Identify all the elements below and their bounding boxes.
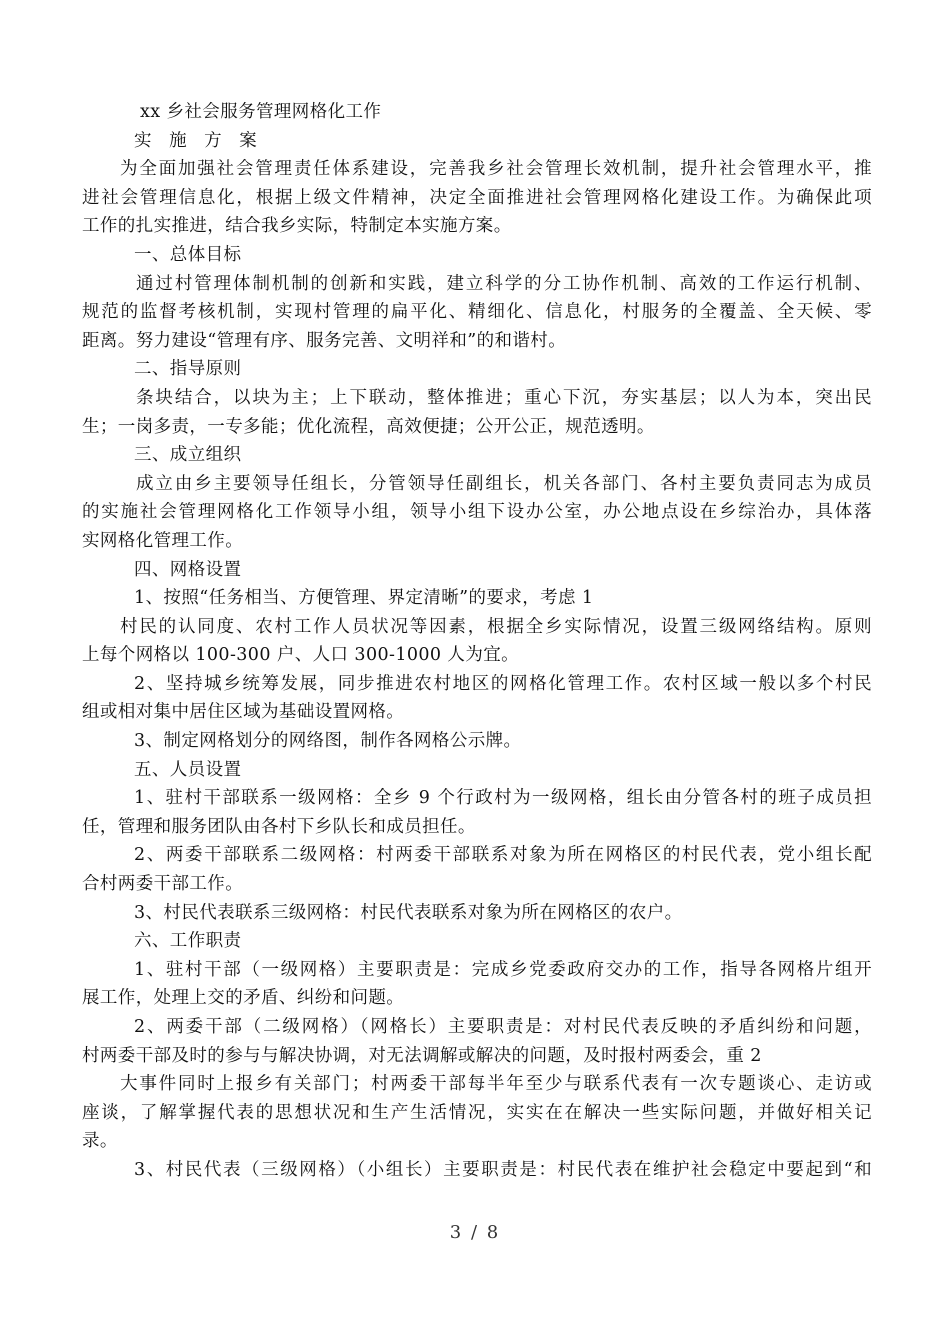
section-heading: 六、工作职责 [134, 931, 242, 952]
paragraph-line: 工作的扎实推进，结合我乡实际，特制定本实施方案。 [82, 216, 512, 237]
paragraph-line: 进社会管理信息化，根据上级文件精神，决定全面推进社会管理网格化建设工作。为确保此项 [82, 187, 872, 208]
section-heading: 一、总体目标 [134, 244, 242, 265]
section-heading: 三、成立组织 [134, 445, 242, 466]
page-number: 3 / 8 [449, 1222, 501, 1243]
paragraph-line: 展工作，处理上交的矛盾、纠纷和问题。 [82, 988, 405, 1009]
document-subtitle: 实 施 方 案 [134, 130, 263, 151]
paragraph-line: 录。 [82, 1131, 118, 1152]
paragraph-line: 成立由乡主要领导任组长，分管领导任副组长，机关各部门、各村主要负责同志为成员 [136, 473, 872, 494]
paragraph-line: 合村两委干部工作。 [82, 874, 244, 895]
paragraph-line: 村民的认同度、农村工作人员状况等因素，根据全乡实际情况，设置三级网络结构。原则 [120, 616, 872, 637]
paragraph-line: 距离。努力建设“管理有序、服务完善、文明祥和”的和谐村。 [82, 330, 567, 351]
paragraph-line: 2、坚持城乡统筹发展，同步推进农村地区的网格化管理工作。农村区域一般以多个村民 [134, 673, 872, 694]
paragraph-line: 上每个网格以 100-300 户、人口 300-1000 人为宜。 [82, 645, 520, 666]
paragraph-line: 3、村民代表（三级网格）（小组长）主要职责是：村民代表在维护社会稳定中要起到“和 [134, 1159, 872, 1180]
paragraph-line: 3、村民代表联系三级网格：村民代表联系对象为所在网格区的农户。 [134, 902, 683, 923]
section-heading: 五、人员设置 [134, 759, 242, 780]
paragraph-line: 座谈，了解掌握代表的思想状况和生产生活情况，实实在在解决一些实际问题，并做好相关记 [82, 1102, 872, 1123]
document-title: xx 乡社会服务管理网格化工作 [140, 102, 382, 122]
paragraph-line: 3、制定网格划分的网络图，制作各网格公示牌。 [134, 731, 522, 752]
section-heading: 四、网格设置 [134, 559, 242, 580]
paragraph-line: 2、两委干部联系二级网格：村两委干部联系对象为所在网格区的村民代表，党小组长配 [134, 845, 872, 866]
document-body [82, 98, 872, 1185]
paragraph-line: 通过村管理体制机制的创新和实践，建立科学的分工协作机制、高效的工作运行机制、 [136, 273, 872, 294]
paragraph-line: 1、驻村干部联系一级网格：全乡 9 个行政村为一级网格，组长由分管各村的班子成员担 [134, 788, 872, 809]
paragraph-line: 生；一岗多责，一专多能；优化流程，高效便捷；公开公正，规范透明。 [82, 416, 655, 437]
paragraph-line: 村两委干部及时的参与与解决协调，对无法调解或解决的问题，及时报村两委会，重 2 [82, 1045, 762, 1066]
paragraph-line: 1、驻村干部（一级网格）主要职责是：完成乡党委政府交办的工作，指导各网格片组开 [134, 959, 872, 980]
paragraph-line: 为全面加强社会管理责任体系建设，完善我乡社会管理长效机制，提升社会管理水平，推 [120, 159, 872, 180]
paragraph-line: 2、两委干部（二级网格）（网格长）主要职责是：对村民代表反映的矛盾纠纷和问题， [134, 1017, 872, 1037]
paragraph-line: 组或相对集中居住区域为基础设置网格。 [82, 702, 405, 723]
paragraph-line: 任，管理和服务团队由各村下乡队长和成员担任。 [82, 816, 476, 837]
paragraph-line: 规范的监督考核机制，实现村管理的扁平化、精细化、信息化，村服务的全覆盖、全天候、零 [82, 302, 872, 323]
paragraph-line: 条块结合，以块为主；上下联动，整体推进；重心下沉，夯实基层；以人为本，突出民 [136, 387, 872, 408]
paragraph-line: 实网格化管理工作。 [82, 530, 244, 551]
paragraph-line: 的实施社会管理网格化工作领导小组，领导小组下设办公室，办公地点设在乡综治办，具体落 [82, 502, 872, 523]
paragraph-line: 大事件同时上报乡有关部门；村两委干部每半年至少与联系代表有一次专题谈心、走访或 [120, 1074, 872, 1095]
section-heading: 二、指导原则 [134, 359, 242, 380]
paragraph-line: 1、按照“任务相当、方便管理、界定清晰”的要求，考虑 1 [134, 588, 594, 609]
